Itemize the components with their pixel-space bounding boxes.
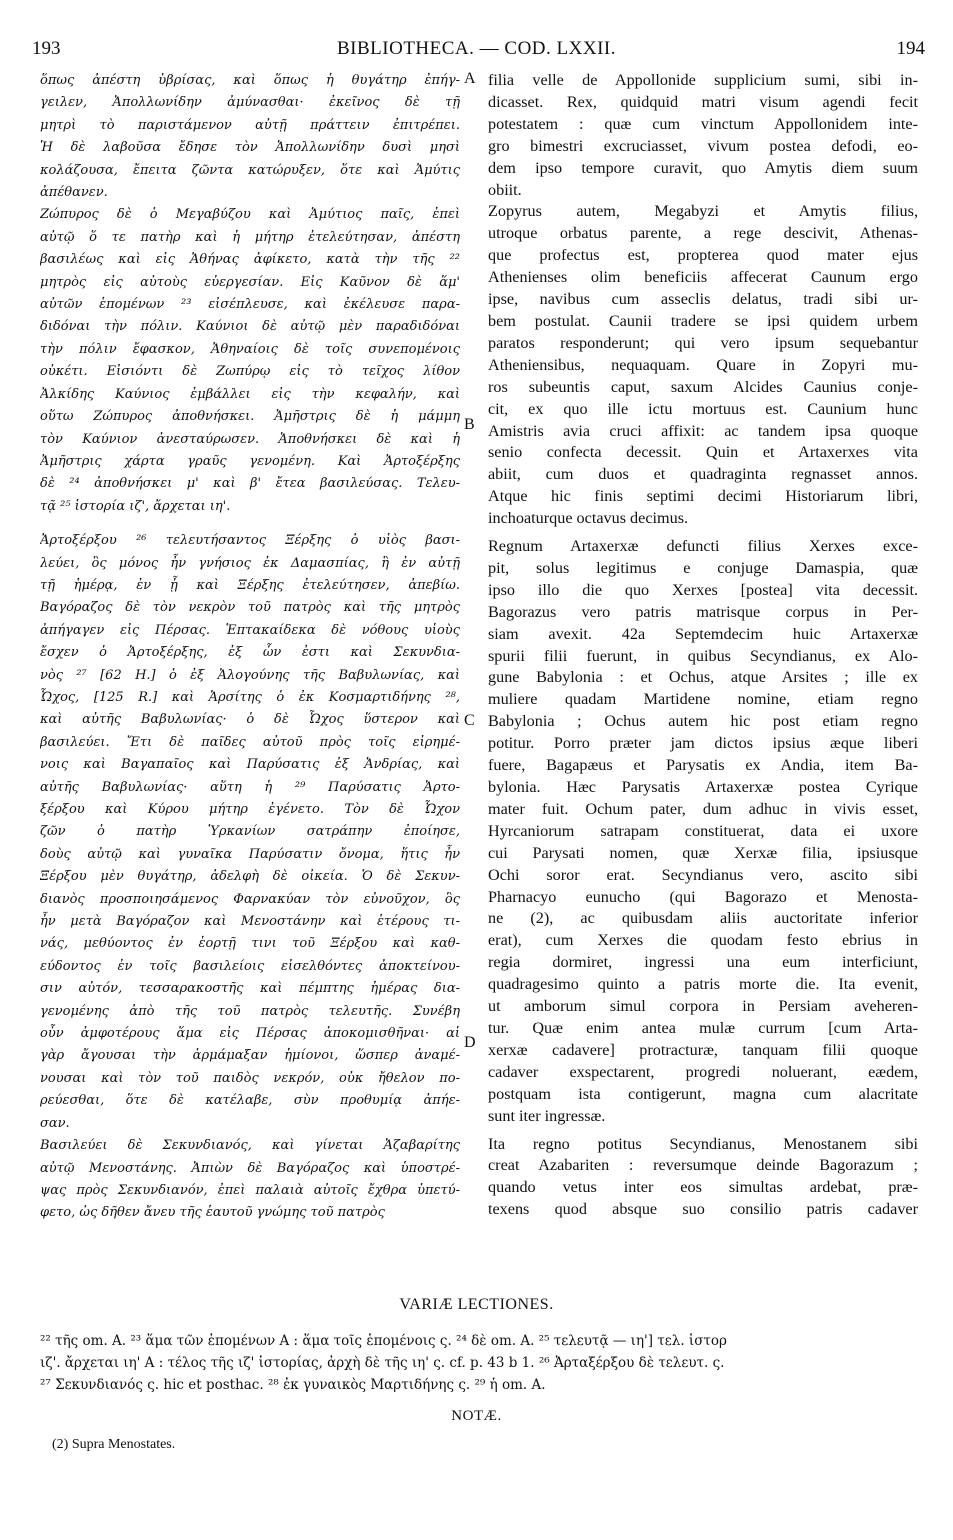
variant-reading-line: ²² τῆς om. A. ²³ ἅμα τῶν ἑπομένων A : ἅμα τοῖς ἑπομένοις ς. ²⁴ δὲ om. A. ²⁵ τελευτᾷ — ιη'] τελ. ἱστορ — [40, 1333, 727, 1349]
variant-reading-line: ιζ'. ἄρχεται ιη' A : τέλος τῆς ιζ' ἱστορίας, ἀρχὴ δὲ τῆς ιη' ς. cf. p. 43 b 1. ²⁶ Ἀρταξέρξου δὲ τελευτ. ς. — [40, 1355, 725, 1371]
greek-line: Ξέρξου μὲν θυγάτηρ, ἀδελφὴ δὲ οἰκεία. Ὁ δὲ Σεκυν- — [40, 869, 460, 885]
latin-line: ipse, navibus cum asseclis delatus, tradi sibi ur- — [488, 290, 918, 309]
latin-line: Babylonia ; Ochus autem hic post etiam regno — [488, 712, 918, 731]
variae-lectiones-title: VARIÆ LECTIONES. — [399, 1296, 554, 1313]
greek-line: διδόναι τὴν πόλιν. Καύνιοι δὲ αὐτῷ μὲν παραδιδόναι — [40, 319, 460, 335]
latin-line: Zopyrus autem, Megabyzi et Amytis filius, — [488, 202, 918, 221]
greek-line: σαν. — [40, 1115, 70, 1131]
greek-line: δοὺς αὐτῷ καὶ γυναῖκα Παρύσατιν ὄνομα, ἥτις ἦν — [40, 846, 460, 862]
latin-line: ros subeuntis caput, saxum Alcides Caunius conje- — [488, 377, 918, 396]
greek-line: κολάζουσα, ἔπειτα ζῶντα κατώρυξεν, ὅτε καὶ Ἀμύτις — [40, 162, 460, 178]
left-page-number: 193 — [32, 38, 61, 59]
latin-line: bem postulat. Caunii tradere se ipsi quidem urbem — [488, 311, 918, 330]
greek-line: ἔσχεν ὁ Ἀρτοξέρξης, ἐξ ὧν ἐστι καὶ Σεκυνδια- — [40, 645, 460, 661]
greek-line: Βαγόραζος δὲ τὸν νεκρὸν τοῦ πατρὸς καὶ τῆς μητρὸς — [40, 600, 460, 616]
latin-line: Pharnacyo eunucho (qui Bagorazo et Menosta- — [488, 887, 918, 906]
latin-line: regia dormiret, ingressi una eum interficiunt, — [488, 953, 918, 972]
greek-line: τὸν Καύνιον ἀνεσταύρωσεν. Ἀποθνήσκει δὲ καὶ ἡ — [40, 431, 460, 447]
latin-line: dicasset. Rex, quidquid matri visum agendi fecit — [488, 92, 918, 111]
greek-column — [40, 70, 460, 1225]
latin-line: muliere quadam Martidene nomine, etiam regno — [488, 690, 918, 709]
greek-line: διανὸς προσποιησάμενος Φαρνακύαν τὸν εὐνοῦχον, ὃς — [40, 891, 460, 907]
greek-line: γειλεν, Ἀπολλωνίδην ἀμύνασθαι· ἐκεῖνος δὲ τῇ — [40, 95, 460, 111]
greek-line: καὶ αὐτῆς Βαβυλωνίας· ὁ δὲ Ὦχος ὕστερον καὶ — [40, 712, 460, 728]
latin-column — [488, 70, 918, 1221]
latin-line: ne (2), ac quibusdam aliis auctoritate inferior — [488, 909, 918, 928]
greek-line: γενομένης ἀπὸ τῆς τοῦ πατρὸς τελευτῆς. Συνέβη — [40, 1003, 460, 1019]
latin-line: cadaver exspectarent, progredi noluerant, eædem, — [488, 1062, 918, 1081]
latin-line: obiit. — [488, 180, 522, 199]
greek-line: Ἀλκίδης Καύνιος ἐμβάλλει εἰς τὴν κεφαλήν, καὶ — [40, 386, 460, 402]
greek-line: μητρὶ τὸ παριστάμενον αὐτῇ πράττειν ἐπιτρέπει. — [40, 117, 460, 133]
greek-line: φετο, ὡς δῆθεν ἄνευ τῆς ἑαυτοῦ γνώμης τοῦ πατρὸς — [40, 1205, 385, 1221]
latin-line: paratos responderunt; qui vero ipsum sequebantur — [488, 333, 918, 352]
greek-line: νάς, μεθύοντος ἐν ἑορτῇ τινι τοῦ Ξέρξου καὶ καθ- — [40, 936, 460, 952]
greek-line: τᾷ ²⁵ ἱστορία ιζ', ἄρχεται ιη'. — [40, 498, 231, 514]
greek-line: ρεύεσθαι, ὅτε δὲ κατέλαβε, σὺν προθυμίᾳ ἀπήε- — [40, 1093, 460, 1109]
greek-line: τῇ ἡμέρᾳ, ἐν ᾗ καὶ Ξέρξης ἐτελεύτησεν, ἀπεβίω. — [40, 577, 460, 593]
greek-line: δὲ ²⁴ ἀποθνήσκει μ' καὶ β' ἔτεα βασιλεύσας. Τελευ- — [40, 476, 460, 492]
greek-line: ζῶν ὁ πατὴρ Ὑρκανίων σατράπην ἐποίησε, — [40, 824, 460, 840]
greek-line: νοις καὶ Βαγαπαῖος καὶ Παρύσατις ἐξ Ἀνδρίας, καὶ — [40, 757, 460, 773]
latin-line: creat Azabariten : reversumque deinde Bagorazum ; — [488, 1156, 918, 1175]
greek-line: ἀπέθανεν. — [40, 185, 108, 201]
latin-line: postquam ista contigerunt, magna cum alacritate — [488, 1084, 918, 1103]
greek-line: λεύει, ὃς μόνος ἦν γνήσιος ἐκ Δαμασπίας, ἣ ἐν αὐτῇ — [40, 555, 460, 571]
greek-line: ἦν μετὰ Βαγόραζον καὶ Μενοστάνην καὶ ἑτέρους τι- — [40, 914, 460, 930]
latin-line: Regnum Artaxerxæ defuncti filius Xerxes exce- — [488, 537, 918, 556]
latin-line: spurii filii fuerunt, in quibus Secyndianus, ex Alo- — [488, 646, 918, 665]
latin-line: quando vetus inter eos simultas ardebat, præ- — [488, 1178, 918, 1197]
greek-line: γὰρ ἄγουσαι τὴν ἁρμάμαξαν ἡμίονοι, ὥσπερ ἀναμέ- — [40, 1048, 460, 1064]
latin-line: sunt iter ingressæ. — [488, 1106, 606, 1125]
latin-line: Athenienses olim beneficiis affecerat Caunum ergo — [488, 268, 918, 287]
greek-line: ξέρξου καὶ Κύρου μήτηρ ἐγένετο. Τὸν δὲ Ὦχον — [40, 802, 460, 817]
latin-line: Bagorazus vero patris matrisque corpus in Per- — [488, 602, 918, 621]
greek-line: Ἀμῆστρις χάρτα γραῦς γενομένη. Καὶ Ἀρτοξέρξης — [40, 453, 460, 469]
latin-line: abiit, cum duos et quadraginta regnasset annos. — [488, 465, 918, 484]
greek-line: Ζώπυρος δὲ ὁ Μεγαβύζου καὶ Ἀμύτιος παῖς, ἐπεὶ — [40, 207, 460, 223]
latin-line: texens quod absque suo consilio patris cadaver — [488, 1200, 918, 1219]
greek-line: αὐτῆς Βαβυλωνίας· αὕτη ἡ ²⁹ Παρύσατις Ἀρτο- — [40, 779, 460, 795]
latin-line: Amistris avia cruci affixit: ac tandem ipsa quoque — [488, 421, 918, 440]
variae-lectiones — [40, 1330, 918, 1396]
margin-letter: B — [464, 416, 475, 433]
notae-title: NOTÆ. — [451, 1408, 502, 1424]
greek-line: βασιλεύει. Ἔτι δὲ παῖδες αὐτοῦ πρὸς τοῖς εἰρημέ- — [40, 734, 460, 750]
latin-line: cit, ex quo ille ictu mortuus est. Caunium hunc — [488, 399, 918, 418]
greek-line: σιν αὐτόν, τεσσαρακοστῆς καὶ πέμπτης ἡμέρας δια- — [40, 981, 460, 997]
latin-line: cui Parysati nomen, quæ Xerxæ filia, ipsiusque — [488, 843, 918, 862]
greek-line: τὴν πόλιν ἔφασκον, Ἀθηναίοις δὲ τοῖς συνεπομένοις — [40, 341, 460, 357]
page-header — [0, 38, 953, 62]
latin-line: Atheniensibus, nequaquam. Quare in Zopyri mu- — [488, 355, 918, 374]
latin-line: ut amborum simul corpora in Persiam aveheren- — [488, 997, 918, 1016]
latin-line: gro bimestri excruciasset, vivum postea defodi, eo- — [488, 136, 918, 155]
greek-line: νὸς ²⁷ [62 H.] ὁ ἐξ Ἀλογούνης τῆς Βαβυλωνίας, καὶ — [40, 667, 460, 683]
margin-letter: D — [464, 1034, 476, 1051]
latin-line: potitur. Porro præter jam dictos ipsius æque liberi — [488, 734, 918, 753]
latin-line: potestatem : quæ cum vinctum Appollonidem inte- — [488, 114, 918, 133]
latin-line: gune Babylonia : et Ochus, atque Arsites ; ille ex — [488, 668, 918, 687]
latin-line: senio confecta decessit. Quin et Artaxerxes vita — [488, 443, 918, 462]
greek-line: ἀπήγαγεν εἰς Πέρσας. Ἑπτακαίδεκα δὲ νόθους υἱοὺς — [40, 622, 460, 638]
latin-line: Hyrcaniorum satrapam constituerat, data ei uxore — [488, 821, 918, 840]
greek-line: Βασιλεύει δὲ Σεκυνδιανός, καὶ γίνεται Ἀζαβαρίτης — [40, 1138, 460, 1154]
greek-line: Ἡ δὲ λαβοῦσα ἔδησε τὸν Ἀπολλωνίδην δυσὶ μησὶ — [40, 140, 460, 156]
greek-line: Ἀρτοξέρξου ²⁶ τελευτήσαντος Ξέρξης ὁ υἱὸς βασι- — [40, 533, 460, 549]
greek-line: οὐκέτι. Εἰσιόντι δὲ Ζωπύρῳ εἰς τὸ τεῖχος λίθον — [40, 364, 460, 380]
right-page-number: 194 — [896, 38, 925, 59]
margin-letter: C — [464, 712, 475, 729]
latin-line: xerxæ cadavere] protracturæ, tanquam filii quoque — [488, 1040, 918, 1059]
greek-line: αὐτῶν ἑπομένων ²³ εἰσέπλευσε, καὶ ἐκέλευσε παρα- — [40, 297, 460, 313]
latin-line: pit, solus legitimus e conjuge Damaspia, quæ — [488, 558, 918, 577]
latin-line: Ita regno potitus Secyndianus, Menostanem sibi — [488, 1134, 918, 1153]
greek-line: Ὦχος, [125 R.] καὶ Ἀρσίτης ὁ ἐκ Κοσμαρτιδήνης ²⁸, — [40, 689, 460, 705]
greek-line: αὐτῷ Μενοστάνης. Ἀπιὼν δὲ Βαγόραζος καὶ ὑποστρέ- — [40, 1160, 460, 1176]
greek-line: νουσαι καὶ τὸν τοῦ παιδὸς νεκρόν, οὐκ ἤθελον πο- — [40, 1070, 460, 1086]
greek-line: ὅπως ἀπέστη ὑβρίσας, καὶ ὅπως ἡ θυγάτηρ ἐπήγ- — [40, 73, 460, 88]
latin-line: tur. Quæ enim antea mulæ currum [cum Arta- — [488, 1018, 918, 1037]
latin-line: erat), cum Xerxes die quodam festo ebrius in — [488, 931, 918, 950]
latin-line: ipso illo die quo Xerxes [postea] vita decessit. — [488, 580, 918, 599]
greek-line: οὖν ἀμφοτέρους ἅμα εἰς Πέρσας ἀποκομισθῆναι· αἱ — [40, 1026, 460, 1042]
latin-line: inchoaturque octavus decimus. — [488, 509, 689, 528]
latin-line: quadragesimo quinto a patris morte die. Ita evenit, — [488, 975, 918, 994]
latin-line: bylonia. Hæc Parysatis Artaxerxæ postea Cyrique — [488, 778, 918, 796]
greek-line: βασιλέως καὶ εἰς Ἀθήνας ἀφίκετο, κατὰ τὴν τῆς ²² — [40, 252, 460, 268]
latin-line: utroque orbatus parente, a rege descivit, Athenas- — [488, 224, 918, 243]
greek-line: οὕτω Ζώπυρος ἀποθνήσκει. Ἀμῆστρις δὲ ἡ μάμμη — [40, 409, 460, 425]
greek-line: αὐτῷ ὅ τε πατὴρ καὶ ἡ μήτηρ ἐτελεύτησαν, ἀπέστη — [40, 229, 460, 245]
latin-line: Atque hic finis septimi decimi Historiarum libri, — [488, 487, 918, 506]
footnote: (2) Supra Menostates. — [52, 1437, 176, 1452]
latin-line: fuere, Bagapæus et Parysatis ex Andia, item Ba- — [488, 756, 918, 775]
latin-line: dem ipso tempore curavit, quo Amytis diem suum — [488, 158, 918, 177]
greek-line — [40, 518, 460, 530]
latin-line: mater fuit. Ochum pater, dum adhuc in vivis esset, — [488, 799, 918, 818]
greek-line: ψας πρὸς Σεκυνδιανόν, ἐπεὶ παλαιὰ αὐτοῖς ἔχθρα ὑπετύ- — [40, 1182, 460, 1198]
greek-line: εύδοντος ἐν τοῖς βασιλείοις εἰσελθόντες ἀποκτείνου- — [40, 958, 460, 974]
latin-line: filia velle de Appollonide supplicium sumi, sibi in- — [488, 71, 918, 89]
latin-line: siam avexit. 42a Septemdecim huic Artaxerxæ — [488, 624, 918, 643]
latin-line: que profectus est, propterea quod mater ejus — [488, 246, 918, 265]
margin-letter: A — [464, 70, 476, 87]
variant-reading-line: ²⁷ Σεκυνδιανός ς. hic et posthac. ²⁸ ἐκ γυναικὸς Μαρτιδήνης ς. ²⁹ ἡ om. A. — [40, 1377, 546, 1393]
greek-line: μητρὸς εἰς αὐτοὺς εὐεργεσίαν. Εἰς Καῦνον δὲ ἅμ' — [40, 274, 460, 290]
running-title: BIBLIOTHECA. — COD. LXXII. — [337, 38, 616, 59]
latin-line: Ochi soror erat. Secyndianus vero, ascito sibi — [488, 865, 918, 884]
